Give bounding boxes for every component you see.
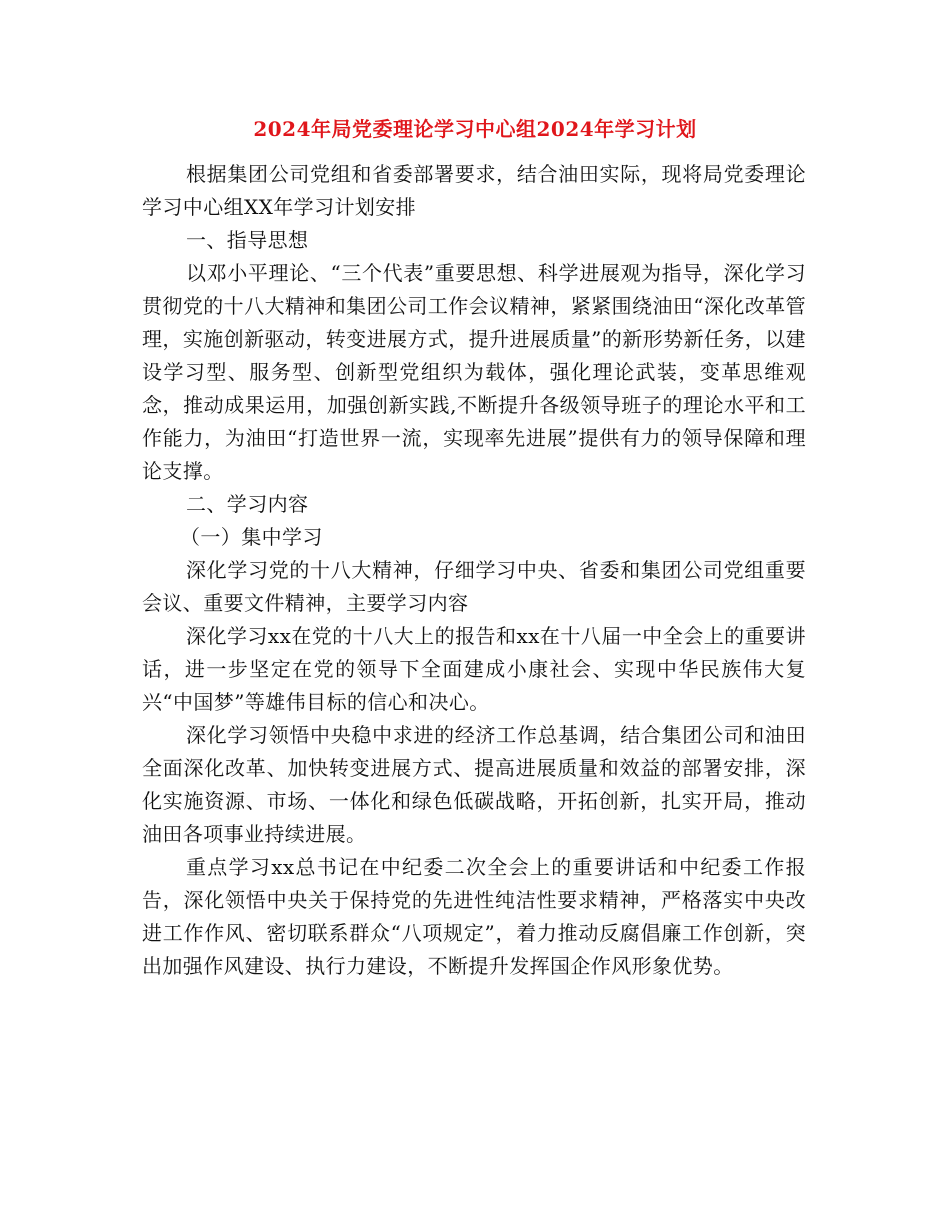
document-title: 2024年局党委理论学习中心组2024年学习计划 xyxy=(253,117,697,141)
body-paragraph: 深化学习xx在党的十八大上的报告和xx在十八届一中全会上的重要讲话，进一步坚定在党的领导下全面建成小康社会、实现中华民族伟大复兴“中国梦”等雄伟目标的信心和决心。 xyxy=(142,624,806,714)
body-paragraph: 深化学习领悟中央稳中求进的经济工作总基调，结合集团公司和油田全面深化改革、加快转变进展方式、提高进展质量和效益的部署安排，深化实施资源、市场、一体化和绿色低碳战略，开拓创新，扎实开局，推动油田各项事业持续进展。 xyxy=(142,723,806,846)
section-heading-guiding-thought: 一、指导思想 xyxy=(186,228,309,252)
body-paragraph: 重点学习xx总书记在中纪委二次全会上的重要讲话和中纪委工作报告，深化领悟中央关于保持党的先进性纯洁性要求精神，严格落实中央改进工作作风、密切联系群众“八项规定”，着力推动反腐倡廉工作创新，突出加强作风建设、执行力建设，不断提升发挥国企作风形象优势。 xyxy=(142,855,806,978)
section-heading-study-content: 二、学习内容 xyxy=(186,492,309,516)
intro-paragraph: 根据集团公司党组和省委部署要求，结合油田实际，现将局党委理论学习中心组XX年学习计划安排 xyxy=(142,162,806,219)
subsection-heading-centralized-study: （一）集中学习 xyxy=(180,525,323,549)
body-paragraph: 深化学习党的十八大精神，仔细学习中央、省委和集团公司党组重要会议、重要文件精神，主要学习内容 xyxy=(142,558,806,615)
guiding-thought-paragraph: 以邓小平理论、“三个代表”重要思想、科学进展观为指导，深化学习贯彻党的十八大精神和集团公司工作会议精神，紧紧围绕油田“深化改革管理，实施创新驱动，转变进展方式，提升进展质量”的新形势新任务，以建设学习型、服务型、创新型党组织为载体，强化理论武装，变革思维观念，推动成果运用，加强创新实践,不断提升各级领导班子的理论水平和工作能力，为油田“打造世界一流，实现率先进展”提供有力的领导保障和理论支撑。 xyxy=(142,261,806,483)
document-body xyxy=(142,158,806,983)
